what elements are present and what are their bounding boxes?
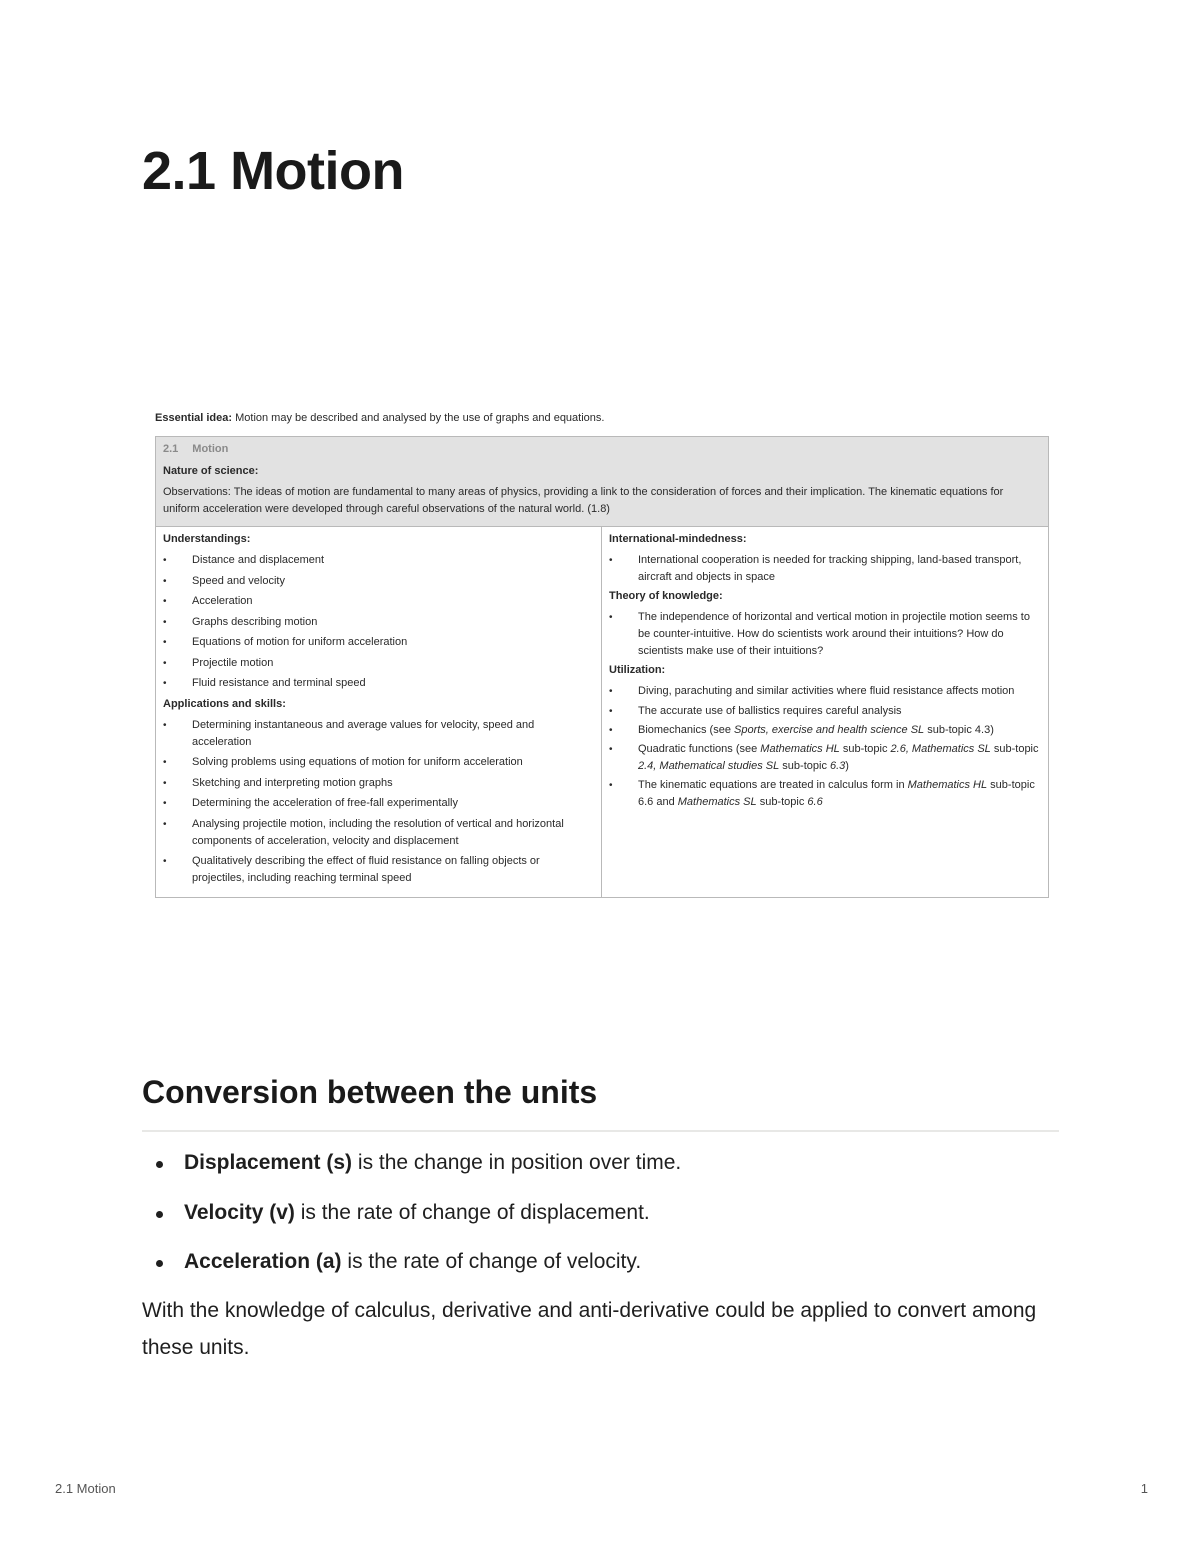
utilization-text: sub-topic [839,742,891,755]
definition-item [142,1148,681,1198]
section-title: Conversion between the units [142,1074,598,1110]
utilization-item [609,722,1041,739]
right-column [602,527,1048,897]
utilization-text: Mathematics SL [677,796,757,809]
left-column [156,527,602,897]
essential-idea-text: Motion may be described and analysed by the use of graphs and equations. [232,412,605,424]
utilization-item [609,777,1041,811]
utilization-text: 6.3 [830,759,846,772]
international-mindedness-list [609,552,1041,586]
topic-name: Motion [192,443,229,455]
utilization-item [609,741,1041,775]
skill-item: • Determining the acceleration of free-fall experimentally [163,795,594,812]
essential-idea [155,408,1049,436]
utilization-text: Mathematics HL [760,742,840,755]
utilization-text: Mathematics HL [907,779,988,792]
topic-number: 2.1 [163,443,179,455]
skill-item: • Sketching and interpreting motion graphs [163,775,594,792]
understanding-item: • Equations of motion for uniform acceleration [163,634,594,651]
understanding-item: • Graphs describing motion [163,614,594,631]
definition-item [142,1198,681,1248]
syllabus-box [155,436,1049,898]
page-number: 1 [1140,1481,1148,1496]
utilization-text: The accurate use of ballistics requires careful analysis [638,704,902,717]
international-mindedness-heading: International-mindedness: [609,533,747,545]
calculus-paragraph: With the knowledge of calculus, derivative and anti-derivative could be applied to convert among these units. [142,1299,1037,1359]
utilization-text: sub-topic 4.3) [924,723,994,736]
definition-term: Velocity (v) [184,1200,295,1224]
tok-item: • The independence of horizontal and vertical motion in projectile motion seems to be counter-intuitive. How do scientists work around their intuitions? How do scientists make use of their intuitions? [609,609,1041,660]
understanding-item: • Fluid resistance and terminal speed [163,675,594,692]
section-divider [142,1130,1059,1132]
utilization-text: Biomechanics (see [638,723,734,736]
definitions-list [142,1148,681,1297]
utilization-list [609,683,1041,811]
syllabus-columns [156,527,1048,897]
utilization-text: sub-topic [756,796,808,809]
utilization-text: Diving, parachuting and similar activities where fluid resistance affects motion [638,685,1015,698]
syllabus-box-header [156,437,1048,527]
syllabus-figure [155,408,1049,898]
skill-item: • Solving problems using equations of motion for uniform acceleration [163,754,594,771]
skill-item: • Qualitatively describing the effect of fluid resistance on falling objects or projectiles, including reaching terminal speed [163,853,594,887]
skill-item: • Analysing projectile motion, including the resolution of vertical and horizontal components of acceleration, velocity and displacement [163,816,594,850]
utilization-heading: Utilization: [609,664,666,677]
essential-idea-label: Essential idea: [155,412,233,424]
definition-term: Acceleration (a) [184,1250,342,1273]
theory-of-knowledge-list [609,609,1041,660]
definition-text: is the rate of change of velocity. [341,1250,642,1273]
understanding-item: • Speed and velocity [163,573,594,590]
utilization-text: sub-topic [990,742,1039,755]
nature-of-science-text: Observations: The ideas of motion are fundamental to many areas of physics, providing a link to the consideration of forces and their implication. The kinematic equations for uniform acceleration were developed through careful observations of the natural world. (1.8) [163,486,1004,515]
definition-text: is the rate of change of displacement. [294,1200,650,1224]
utilization-item [609,683,1041,700]
definition-item [142,1247,681,1297]
utilization-item [609,703,1041,720]
understanding-item: • Projectile motion [163,655,594,672]
utilization-text: sub-topic 6.6 and [638,779,1035,809]
understanding-item: • Acceleration [163,593,594,610]
utilization-text: The kinematic equations are treated in calculus form in [638,779,908,792]
utilization-text: Quadratic functions (see [638,742,761,755]
skills-list [163,717,594,888]
utilization-text: Sports, exercise and health science SL [734,723,925,736]
understandings-list [163,552,594,692]
applications-heading: Applications and skills: [163,697,286,710]
utilization-text: 2.6, Mathematics SL [890,742,991,755]
utilization-text: sub-topic [779,759,830,772]
international-item: • International cooperation is needed for tracking shipping, land-based transport, aircraft and objects in space [609,552,1041,586]
definition-text: is the change in position over time. [352,1151,682,1174]
page-title: 2.1 Motion [142,141,404,201]
theory-of-knowledge-heading: Theory of knowledge: [609,590,723,603]
understanding-item: • Distance and displacement [163,552,594,569]
utilization-text: ) [845,759,849,772]
understandings-heading: Understandings: [163,533,251,545]
definition-term: Displacement (s) [184,1151,353,1174]
utilization-text: 2.4, Mathematical studies SL [638,759,780,772]
skill-item: • Determining instantaneous and average values for velocity, speed and acceleration [163,717,594,751]
nature-of-science-heading: Nature of science: [163,465,259,477]
topic-reference [163,442,1041,464]
utilization-text: 6.6 [807,796,823,809]
footer-title: 2.1 Motion [55,1481,116,1496]
